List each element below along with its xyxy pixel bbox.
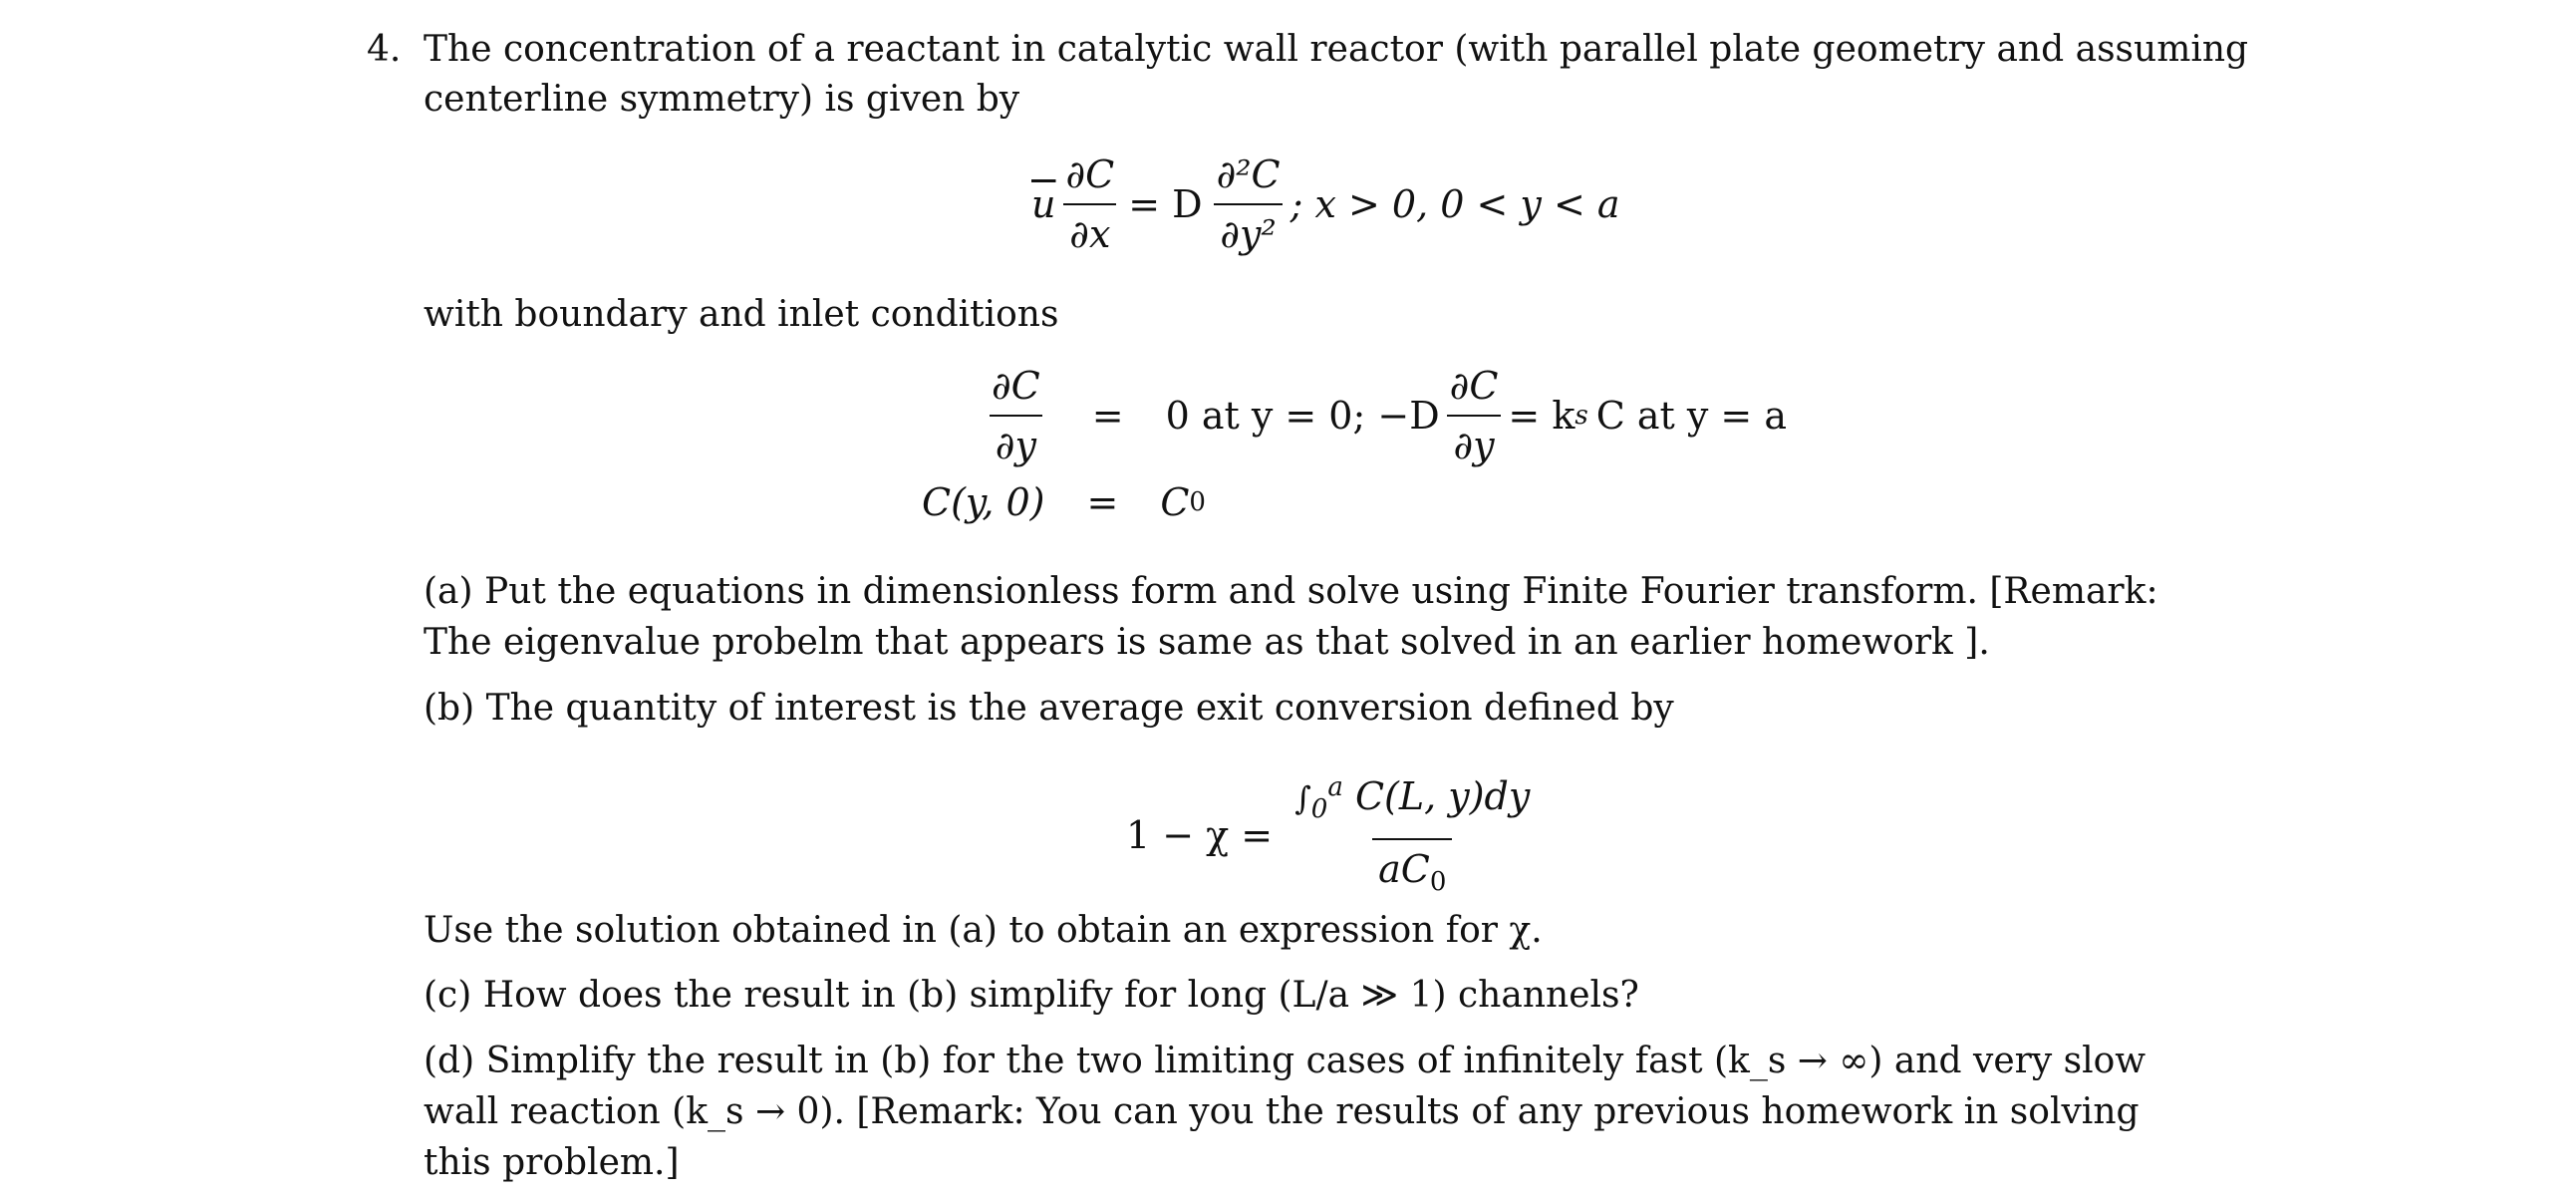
conv-numerator	[1288, 762, 1536, 838]
governing-equation	[1031, 150, 1620, 259]
integrand: C(L, y)dy	[1354, 774, 1531, 818]
bc1-equals: =	[1091, 394, 1124, 438]
bc1-rhs-a: 0 at y = 0; −D	[1165, 394, 1440, 438]
velocity-symbol: $\overline{u}$	[1031, 182, 1056, 226]
conv-den-text: aC	[1378, 847, 1430, 891]
boundary-condition-1	[982, 361, 1787, 470]
bc1-rhs-b: = k	[1508, 394, 1575, 438]
problem-number: 4.	[367, 29, 402, 70]
integral-sign: ∫	[1294, 779, 1311, 817]
equals-d: = D	[1128, 182, 1203, 226]
rhs-numerator: ∂²C	[1216, 152, 1281, 196]
lhs-numerator: ∂C	[1065, 152, 1115, 196]
lhs-denominator: ∂x	[1063, 203, 1116, 259]
integral-lower: 0	[1310, 794, 1328, 824]
bc1-rhs-numerator: ∂C	[1449, 364, 1499, 408]
domain-condition: ; x > 0, 0 < y < a	[1289, 182, 1620, 226]
bc1-rhs-sub: s	[1574, 401, 1588, 431]
inlet-condition	[922, 480, 1206, 524]
part-d-line-3: this problem.]	[424, 1142, 680, 1183]
rhs-fraction	[1211, 150, 1287, 259]
lhs-fraction	[1059, 150, 1120, 259]
bc1-rhs-fraction	[1444, 361, 1505, 470]
part-b: (b) The quantity of interest is the average exit conversion defined by	[424, 688, 1674, 729]
conv-den-sub: 0	[1429, 867, 1447, 897]
conversion-equation	[1126, 762, 1540, 907]
part-d-line-1: (d) Simplify the result in (b) for the two limiting cases of infinitely fast (k_s → ∞) and very slow	[424, 1041, 2147, 1081]
conv-denominator	[1372, 838, 1452, 907]
part-a-line-2: The eigenvalue probelm that appears is same as that solved in an earlier homework ].	[424, 622, 1990, 663]
conv-fraction	[1288, 762, 1536, 907]
intro-line-1: The concentration of a reactant in catalytic wall reactor (with parallel plate geometry and assuming	[424, 29, 2249, 70]
bc2-lhs: C(y, 0)	[922, 480, 1045, 524]
bc2-rhs-sub: 0	[1189, 487, 1206, 517]
bc2-equals: =	[1086, 480, 1119, 524]
bc-intro: with boundary and inlet conditions	[424, 294, 1059, 335]
part-a-line-1: (a) Put the equations in dimensionless form and solve using Finite Fourier transform. [Remark:	[424, 571, 2158, 612]
bc1-lhs-numerator: ∂C	[992, 364, 1040, 408]
conv-lhs: 1 − χ =	[1126, 812, 1274, 857]
rhs-denominator: ∂y²	[1214, 203, 1282, 259]
part-b-follow: Use the solution obtained in (a) to obtain an expression for χ.	[424, 910, 1543, 951]
part-c: (c) How does the result in (b) simplify for long (L/a ≫ 1) channels?	[424, 975, 1639, 1016]
part-d-line-2: wall reaction (k_s → 0). [Remark: You can you the results of any previous homework in solving	[424, 1091, 2140, 1132]
bc1-lhs-fraction	[986, 361, 1046, 470]
bc1-rhs-c: C at y = a	[1595, 394, 1787, 438]
integral-upper: a	[1327, 772, 1343, 802]
intro-line-2: centerline symmetry) is given by	[424, 79, 1020, 120]
bc2-rhs: C	[1160, 480, 1190, 524]
bc1-rhs-denominator: ∂y	[1447, 415, 1500, 470]
bc1-lhs-denominator: ∂y	[990, 415, 1042, 470]
